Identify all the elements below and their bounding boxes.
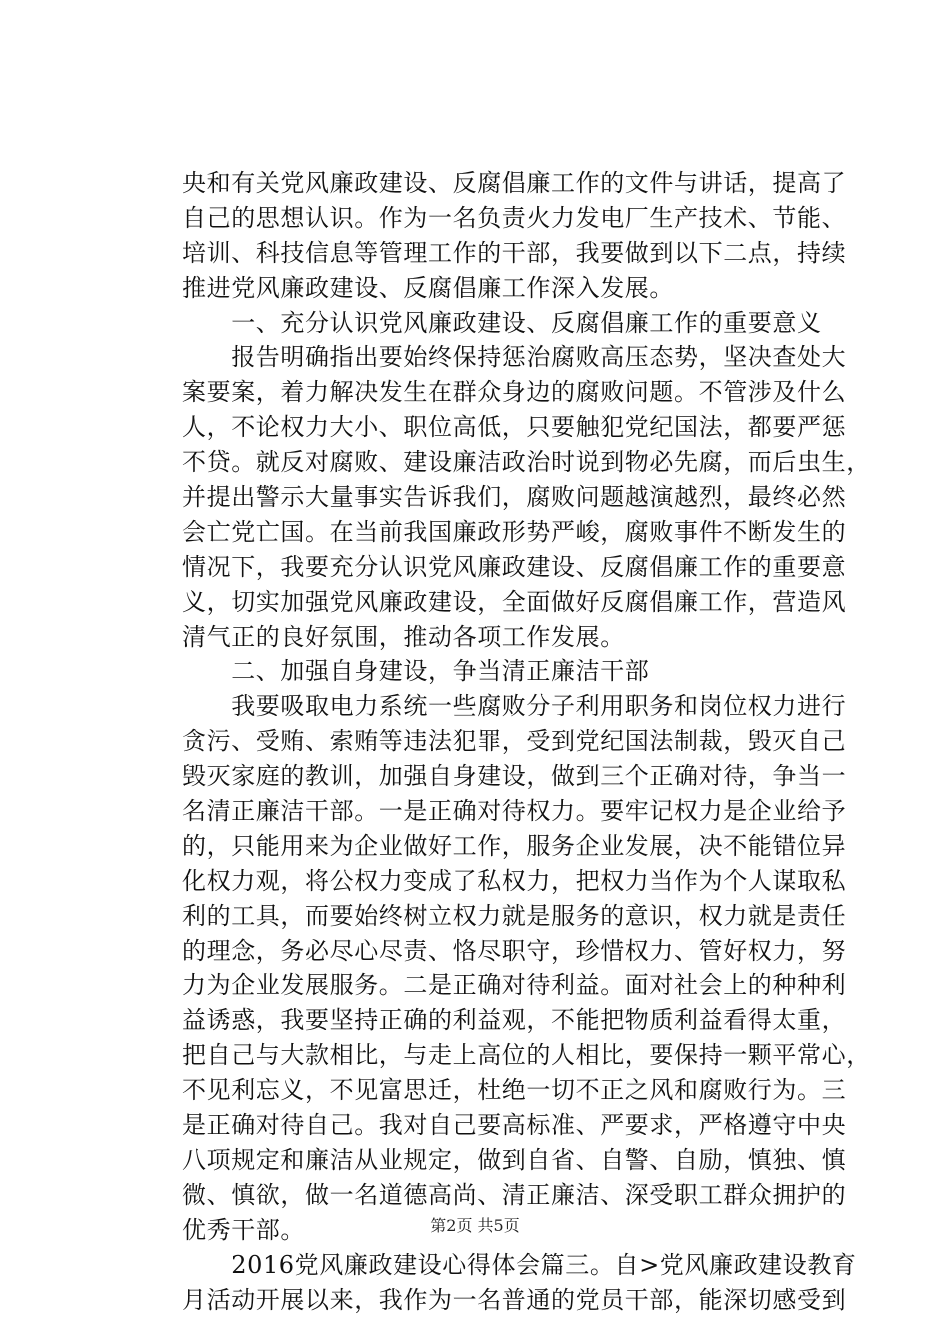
text-line: 会亡党亡国。在当前我国廉政形势严峻，腐败事件不断发生的 xyxy=(182,517,847,546)
text-line: 微、慎欲，做一名道德高尚、清正廉洁、深受职工群众拥护的 xyxy=(182,1180,847,1209)
text-line: 名清正廉洁干部。一是正确对待权力。要牢记权力是企业给予 xyxy=(182,797,847,826)
text-line: 的理念，务必尽心尽责、恪尽职守，珍惜权力、管好权力，努 xyxy=(182,936,847,965)
text-line: 报告明确指出要始终保持惩治腐败高压态势，坚决查处大 xyxy=(182,343,847,372)
text-line: 案要案，着力解决发生在群众身边的腐败问题。不管涉及什么 xyxy=(182,378,847,407)
body-text xyxy=(182,166,871,1317)
text-line: 力为企业发展服务。二是正确对待利益。面对社会上的种种利 xyxy=(182,971,847,1000)
text-line: 清气正的良好氛围，推动各项工作发展。 xyxy=(182,622,625,651)
text-line: 八项规定和廉洁从业规定，做到自省、自警、自励，慎独、慎 xyxy=(182,1145,847,1174)
text-line: 并提出警示大量事实告诉我们，腐败问题越演越烈，最终必然 xyxy=(182,483,847,512)
section-heading: 一、充分认识党风廉政建设、反腐倡廉工作的重要意义 xyxy=(182,308,822,337)
text-line: 培训、科技信息等管理工作的干部，我要做到以下二点，持续 xyxy=(182,238,847,267)
text-line: 是正确对待自己。我对自己要高标准、严要求，严格遵守中央 xyxy=(182,1111,847,1140)
text-line: 利的工具，而要始终树立权力就是服务的意识，权力就是责任 xyxy=(182,901,847,930)
text-line: 优秀干部。 xyxy=(182,1215,305,1244)
text-line: 推进党风廉政建设、反腐倡廉工作深入发展。 xyxy=(182,273,674,302)
text-line: 贪污、受贿、索贿等违法犯罪，受到党纪国法制裁，毁灭自己 xyxy=(182,727,847,756)
text-line: 情况下，我要充分认识党风廉政建设、反腐倡廉工作的重要意 xyxy=(182,552,847,581)
text-line: 央和有关党风廉政建设、反腐倡廉工作的文件与讲话，提高了 xyxy=(182,169,847,197)
text-line: 人，不论权力大小、职位高低，只要触犯党纪国法，都要严惩 xyxy=(182,413,847,442)
page-footer: 第2页 共5页 xyxy=(430,1216,520,1235)
section-heading: 二、加强自身建设，争当清正廉洁干部 xyxy=(182,657,650,686)
text-line: 的，只能用来为企业做好工作，服务企业发展，决不能错位异 xyxy=(182,831,847,860)
text-line: 2016党风廉政建设心得体会篇三。自>党风廉政建设教育 xyxy=(182,1250,857,1279)
text-line: 化权力观，将公权力变成了私权力，把权力当作为个人谋取私 xyxy=(182,866,847,895)
text-line: 把自己与大款相比，与走上高位的人相比，要保持一颗平常心， xyxy=(182,1041,871,1070)
text-line: 月活动开展以来，我作为一名普通的党员干部，能深切感受到 xyxy=(182,1285,847,1314)
text-line: 义，切实加强党风廉政建设，全面做好反腐倡廉工作，营造风 xyxy=(182,587,847,616)
text-line: 不见利忘义，不见富思迁，杜绝一切不正之风和腐败行为。三 xyxy=(182,1076,847,1105)
text-line: 益诱惑，我要坚持正确的利益观，不能把物质利益看得太重， xyxy=(182,1006,847,1035)
text-line: 我要吸取电力系统一些腐败分子利用职务和岗位权力进行 xyxy=(182,692,847,721)
text-line: 不贷。就反对腐败、建设廉洁政治时说到物必先腐，而后虫生， xyxy=(182,448,871,477)
text-line: 毁灭家庭的教训，加强自身建设，做到三个正确对待，争当一 xyxy=(182,762,847,791)
text-line: 自己的思想认识。作为一名负责火力发电厂生产技术、节能、 xyxy=(182,203,847,232)
